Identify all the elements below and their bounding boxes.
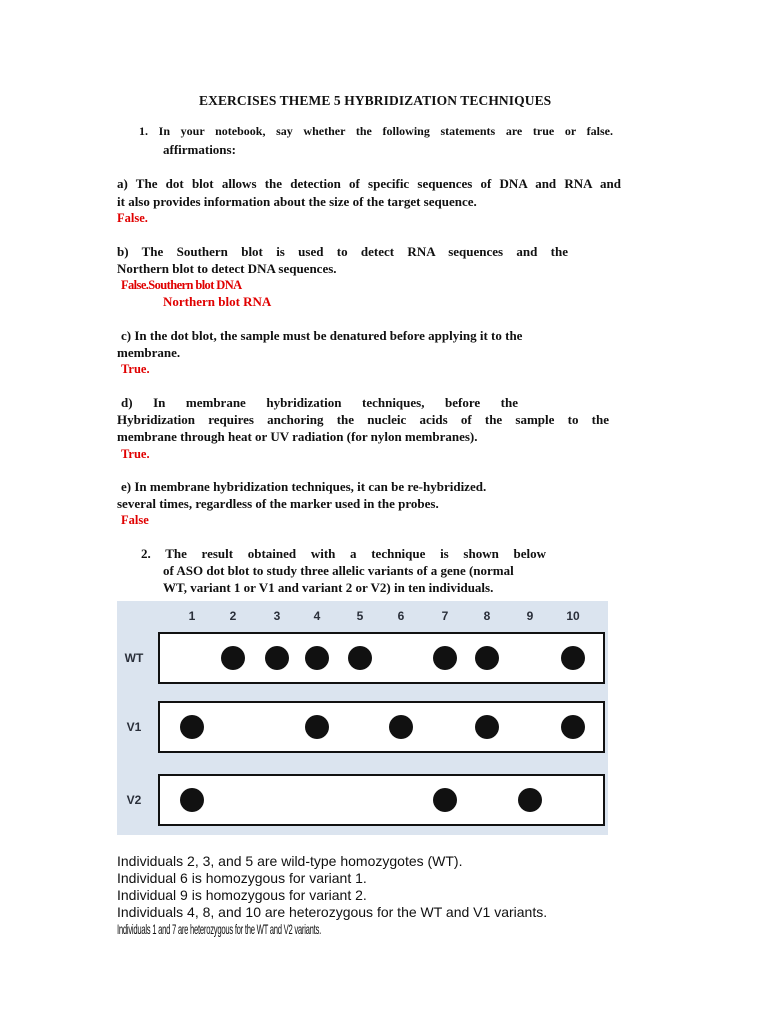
hybridization-dot: [348, 646, 372, 670]
blot-column-label: 4: [313, 609, 321, 623]
membrane-strip: [159, 702, 604, 752]
hybridization-dot: [518, 788, 542, 812]
blot-column-label: 1: [188, 609, 196, 623]
page-title: EXERCISES THEME 5 HYBRIDIZATION TECHNIQUES: [199, 93, 552, 108]
statement-b-line2: Northern blot to detect DNA sequences.: [117, 261, 337, 276]
statement-c-line1: c) In the dot blot, the sample must be denatured before applying it to the: [121, 328, 523, 343]
hybridization-dot: [561, 646, 585, 670]
conclusion-5-text: Individuals 1 and 7 are heterozygous for the WT and V2 variants.: [117, 921, 321, 937]
answer-c: True.: [121, 362, 150, 376]
conclusion-4: Individuals 4, 8, and 10 are heterozygous for the WT and V1 variants.: [117, 904, 548, 920]
conclusion-1: Individuals 2, 3, and 5 are wild-type homozygotes (WT).: [117, 853, 463, 869]
answer-e: False: [121, 513, 149, 527]
statement-a-line1: a) The dot blot allows the detection of specific sequences of DNA and RNA and: [117, 176, 621, 191]
hybridization-dot: [433, 646, 457, 670]
blot-column-label: 6: [397, 609, 405, 623]
hybridization-dot: [221, 646, 245, 670]
question-1-intro: 1. In your notebook, say whether the following statements are true or false.: [139, 124, 613, 138]
statement-e-line1: e) In membrane hybridization techniques, it can be re-hybridized.: [121, 479, 487, 494]
conclusion-2: Individual 6 is homozygous for variant 1.: [117, 870, 367, 886]
hybridization-dot: [561, 715, 585, 739]
question-2-line3: WT, variant 1 or V1 and variant 2 or V2) in ten individuals.: [163, 580, 494, 595]
statement-b-line1: b) The Southern blot is used to detect RNA sequences and the: [117, 244, 568, 259]
hybridization-dot: [389, 715, 413, 739]
blot-row-label: V1: [126, 720, 142, 734]
statement-d-line1: d) In membrane hybridization techniques, before the: [121, 395, 518, 410]
dot-blot-svg: [117, 601, 608, 835]
hybridization-dot: [180, 715, 204, 739]
conclusion-3: Individual 9 is homozygous for variant 2.: [117, 887, 367, 903]
blot-column-label: 7: [441, 609, 449, 623]
question-1-intro-cont: affirmations:: [163, 142, 236, 157]
hybridization-dot: [180, 788, 204, 812]
statement-d-line3: membrane through heat or UV radiation (for nylon membranes).: [117, 429, 478, 444]
statement-e-line2: several times, regardless of the marker used in the probes.: [117, 496, 439, 511]
answer-b-line1: False.Southern blot DNA: [121, 278, 242, 292]
blot-column-label: 10: [566, 609, 580, 623]
blot-row-label: V2: [126, 793, 142, 807]
blot-column-label: 9: [526, 609, 534, 623]
answer-b-line2: Northern blot RNA: [163, 294, 272, 309]
question-2-line1: 2. The result obtained with a technique is shown below: [141, 546, 546, 561]
statement-c-line2: membrane.: [117, 345, 181, 360]
answer-a: False.: [117, 211, 148, 225]
blot-column-label: 2: [229, 609, 237, 623]
conclusion-5: [117, 921, 488, 937]
blot-column-label: 8: [483, 609, 491, 623]
question-2-line2: of ASO dot blot to study three allelic variants of a gene (normal: [163, 563, 514, 578]
hybridization-dot: [305, 715, 329, 739]
hybridization-dot: [265, 646, 289, 670]
blot-row-label: WT: [124, 651, 144, 665]
answer-d: True.: [121, 447, 150, 461]
hybridization-dot: [305, 646, 329, 670]
statement-d-line2: Hybridization requires anchoring the nucleic acids of the sample to the: [117, 412, 609, 427]
blot-column-label: 3: [273, 609, 281, 623]
hybridization-dot: [475, 646, 499, 670]
hybridization-dot: [433, 788, 457, 812]
hybridization-dot: [475, 715, 499, 739]
aso-dot-blot-figure: [117, 601, 608, 835]
blot-column-label: 5: [356, 609, 364, 623]
statement-a-line2: it also provides information about the size of the target sequence.: [117, 194, 477, 209]
